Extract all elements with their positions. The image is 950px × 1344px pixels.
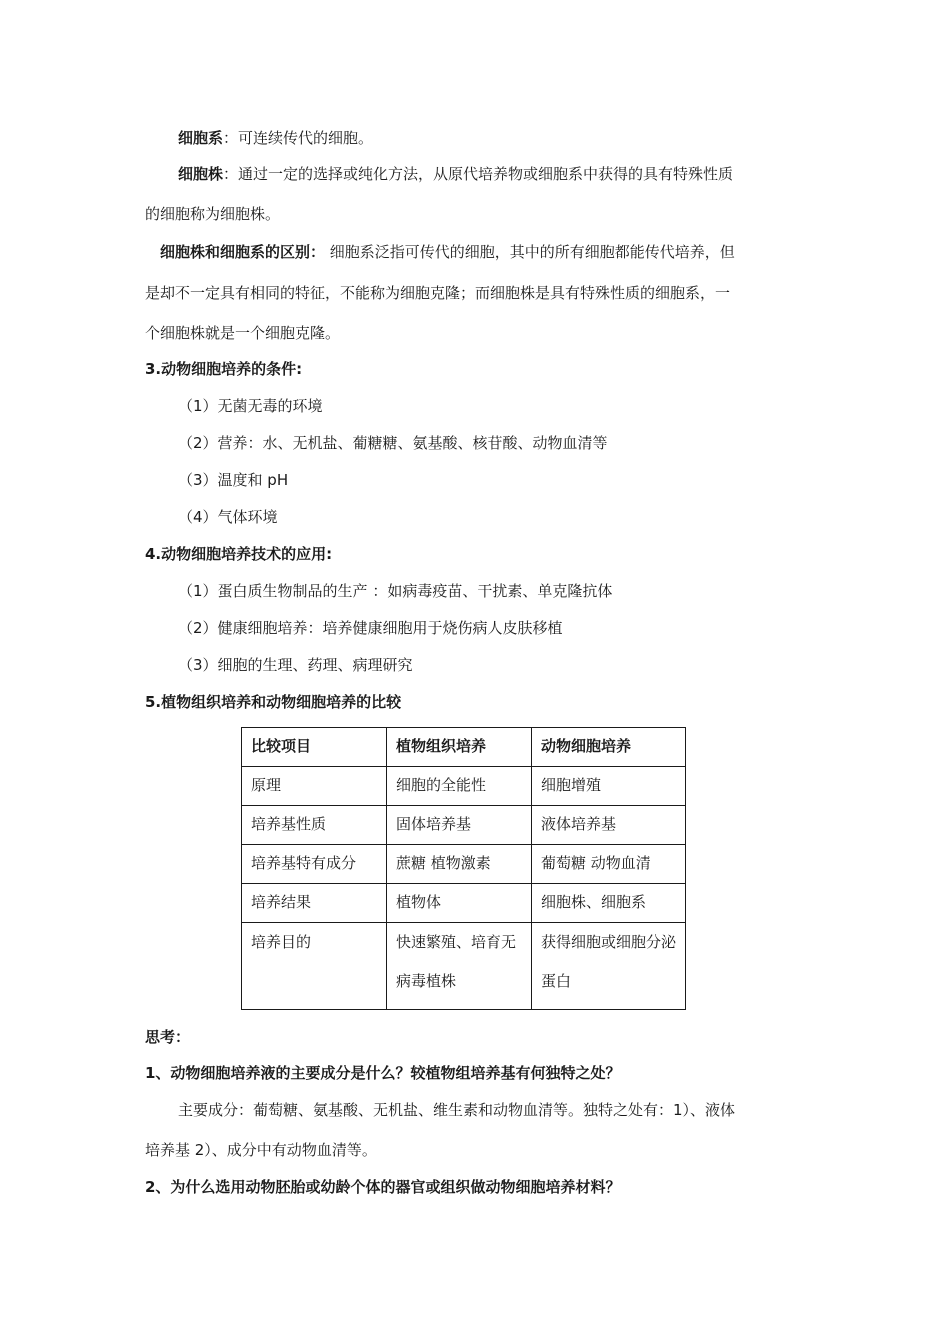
cell-strain-text-1: 通过一定的选择或纯化方法，从原代培养物或细胞系中获得的具有特殊性质 — [238, 165, 734, 183]
cell-strain-definition — [178, 164, 733, 184]
table-cell: 细胞的全能性 — [387, 767, 532, 806]
section5-heading: 5.植物组织培养和动物细胞培养的比较 — [145, 693, 402, 711]
section3-item: （2）营养：水、无机盐、葡糖糖、氨基酸、核苷酸、动物血清等 — [178, 434, 608, 452]
table-row — [242, 806, 686, 845]
difference-text-1: 细胞系泛指可传代的细胞，其中的所有细胞都能传代培养，但 — [325, 243, 735, 261]
table-cell: 葡萄糖 动物血清 — [532, 845, 686, 884]
table-header-cell: 比较项目 — [242, 728, 387, 767]
table-cell: 植物体 — [387, 884, 532, 923]
cell-strain-text-2: 的细胞称为细胞株。 — [145, 205, 281, 223]
question-2: 2、为什么选用动物胚胎或幼龄个体的器官或组织做动物细胞培养材料？ — [145, 1178, 621, 1196]
difference-text-3: 个细胞株就是一个细胞克隆。 — [145, 324, 341, 342]
table-cell: 细胞增殖 — [532, 767, 686, 806]
answer-1-line-2: 培养基 2）、成分中有动物血清等。 — [145, 1141, 377, 1159]
table-cell: 培养基特有成分 — [242, 845, 387, 884]
table-cell: 细胞株、细胞系 — [532, 884, 686, 923]
section4-item: （1）蛋白质生物制品的生产 ：如病毒疫苗、干扰素、单克隆抗体 — [178, 582, 613, 600]
cell-line-sep: ： — [223, 129, 239, 147]
table-cell: 原理 — [242, 767, 387, 806]
difference-sep: ： — [310, 243, 326, 261]
answer-1-line-1: 主要成分：葡萄糖、氨基酸、无机盐、维生素和动物血清等。独特之处有：1）、液体 — [178, 1101, 736, 1119]
table-cell: 液体培养基 — [532, 806, 686, 845]
table-cell: 获得细胞或细胞分泌蛋白 — [532, 923, 686, 1010]
section3-item: （3）温度和 pH — [178, 471, 289, 489]
cell-line-term: 细胞系 — [178, 129, 224, 147]
table-cell: 快速繁殖、培育无病毒植株 — [387, 923, 532, 1010]
section4-heading: 4.动物细胞培养技术的应用: — [145, 545, 333, 563]
difference-term: 细胞株和细胞系的区别 — [160, 243, 311, 261]
comparison-table — [241, 727, 686, 1010]
section4-item: （3）细胞的生理、药理、病理研究 — [178, 656, 413, 674]
table-header-row — [242, 728, 686, 767]
section3-item: （4）气体环境 — [178, 508, 278, 526]
table-cell: 固体培养基 — [387, 806, 532, 845]
section3-item: （1）无菌无毒的环境 — [178, 397, 323, 415]
table-cell: 蔗糖 植物激素 — [387, 845, 532, 884]
cell-line-definition — [178, 128, 373, 148]
difference-text-2: 是却不一定具有相同的特征，不能称为细胞克隆；而细胞株是具有特殊性质的细胞系，一 — [145, 284, 731, 302]
table-cell: 培养结果 — [242, 884, 387, 923]
section4-item: （2）健康细胞培养：培养健康细胞用于烧伤病人皮肤移植 — [178, 619, 563, 637]
cell-strain-sep: ： — [223, 165, 239, 183]
table-row — [242, 845, 686, 884]
section3-heading: 3.动物细胞培养的条件: — [145, 360, 303, 378]
question-1: 1、动物细胞培养液的主要成分是什么？较植物组培养基有何独特之处？ — [145, 1064, 621, 1082]
table-cell: 培养基性质 — [242, 806, 387, 845]
table-row — [242, 923, 686, 1010]
difference-paragraph — [160, 242, 735, 262]
cell-line-text: 可连续传代的细胞。 — [238, 129, 374, 147]
table-cell: 培养目的 — [242, 923, 387, 1010]
thinking-heading: 思考： — [145, 1028, 191, 1046]
table-header-cell: 动物细胞培养 — [532, 728, 686, 767]
table-header-cell: 植物组织培养 — [387, 728, 532, 767]
cell-strain-term: 细胞株 — [178, 165, 224, 183]
table-row — [242, 884, 686, 923]
table-row — [242, 767, 686, 806]
